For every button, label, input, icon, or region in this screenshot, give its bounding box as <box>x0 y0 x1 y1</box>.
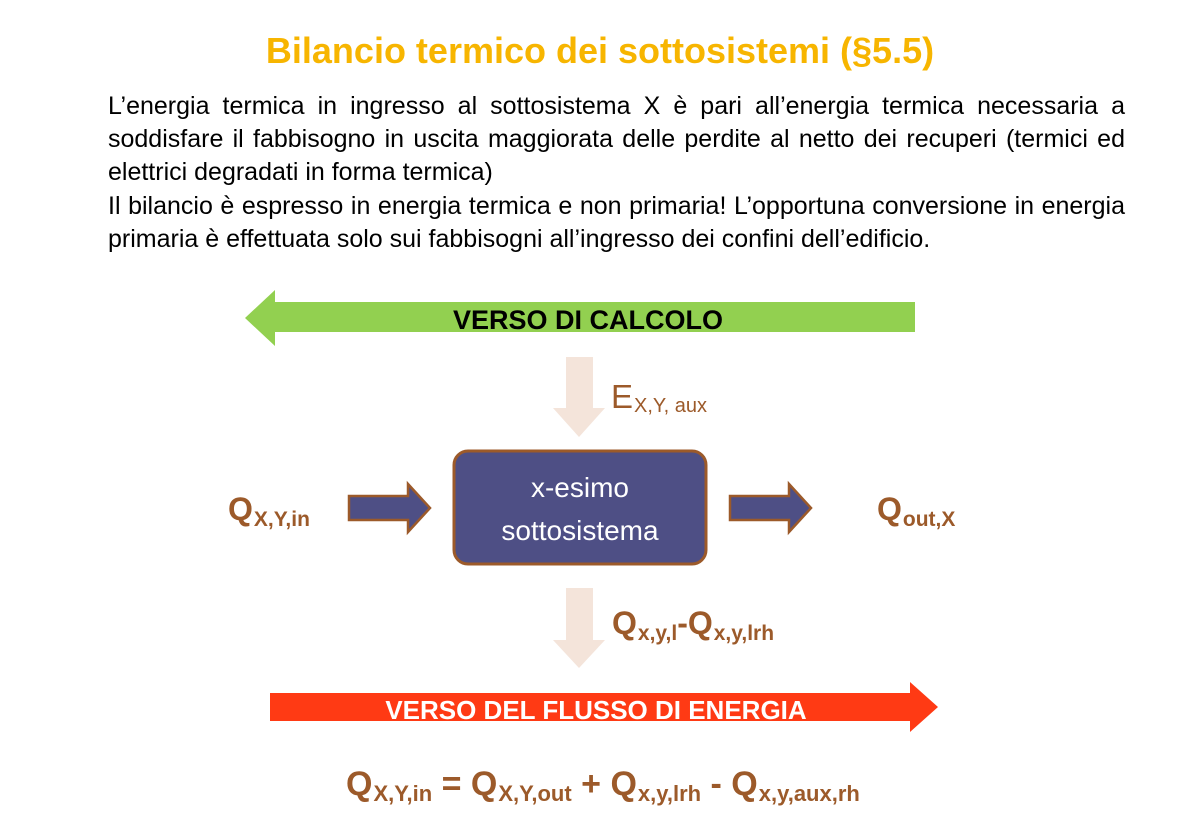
aux-main: E <box>611 378 634 415</box>
q-in-main: Q <box>228 491 253 527</box>
aux-arrow <box>553 357 605 437</box>
balance-equation: QX,Y,in = QX,Y,out + Qx,y,lrh - Qx,y,aux,rh <box>346 765 860 806</box>
page-title: Bilancio termico dei sottosistemi (§5.5) <box>265 30 935 71</box>
losses-arrow <box>553 588 605 668</box>
aux-label <box>611 378 707 417</box>
energy-flow-label: VERSO DEL FLUSSO DI ENERGIA <box>385 695 807 725</box>
q-in-sub: X,Y,in <box>253 508 310 531</box>
energy-flow-arrow <box>270 682 938 732</box>
q-in-label <box>228 491 310 531</box>
calc-direction-arrow <box>245 290 915 346</box>
aux-sub: X,Y, aux <box>634 395 708 417</box>
losses-main1: Q <box>612 605 637 641</box>
q-out-label <box>877 491 955 531</box>
output-arrow <box>730 484 811 532</box>
losses-sub1: x,y,l <box>637 622 678 645</box>
losses-dash: - <box>677 605 688 641</box>
losses-sub2: x,y,lrh <box>713 622 775 645</box>
q-out-sub: out,X <box>902 508 956 531</box>
box-line1: x-esimo <box>530 472 630 503</box>
q-out-main: Q <box>877 491 902 527</box>
paragraph-balance-note: Il bilancio è espresso in energia termica e non primaria! L’opportuna conversione in energia primaria è effettuata solo sui fabbisogni all’ingresso dei confini dell’edificio. <box>108 192 1125 253</box>
losses-label <box>612 605 774 645</box>
paragraph-energy-definition: L’energia termica in ingresso al sottosistema X è pari all’energia termica necessaria a soddisfare il fabbisogno in uscita maggiorata delle perdite al netto dei recuperi (termici ed elettrici degradati in forma termica) <box>108 92 1125 186</box>
calc-direction-label: VERSO DI CALCOLO <box>452 305 724 335</box>
subsystem-box <box>454 451 706 564</box>
losses-main2: Q <box>687 605 713 641</box>
box-line2: sottosistema <box>501 515 659 546</box>
input-arrow <box>349 484 430 532</box>
